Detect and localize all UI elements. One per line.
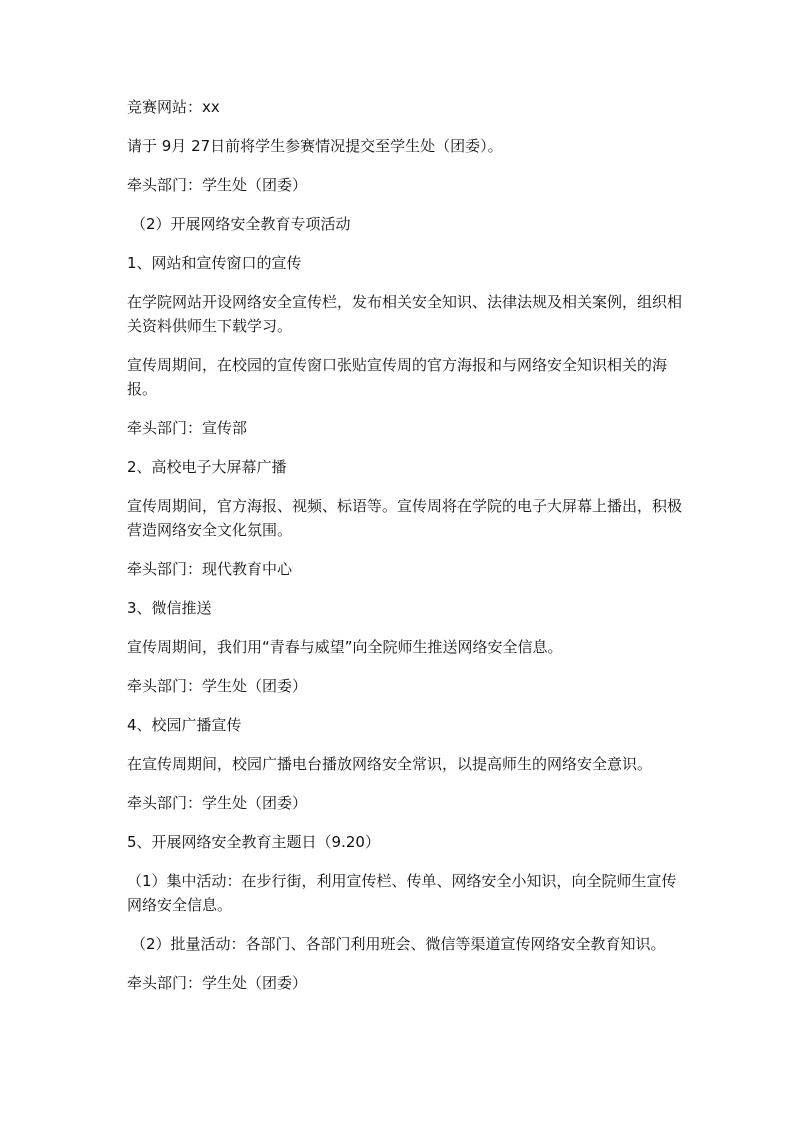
lead-department-line: 牵头部门：学生处（团委） bbox=[127, 677, 308, 695]
document-page bbox=[127, 95, 689, 1010]
submission-deadline-line: 请于 9月 27日前将学生参赛情况提交至学生处（团委）。 bbox=[127, 137, 503, 155]
body-paragraph: 宣传周期间，我们用“青春与威望”向全院师生推送网络安全信息。 bbox=[127, 638, 563, 656]
lead-department-line: 牵头部门：学生处（团委） bbox=[127, 794, 308, 812]
lead-department-line: 牵头部门：宣传部 bbox=[127, 419, 248, 437]
section-heading: （2）开展网络安全教育专项活动 bbox=[131, 215, 351, 233]
lead-department-line: 牵头部门：学生处（团委） bbox=[127, 974, 308, 992]
body-paragraph: 宣传周期间，在校园的宣传窗口张贴宣传周的官方海报和与网络安全知识相关的海报。 bbox=[127, 356, 668, 398]
lead-department-line: 牵头部门：现代教育中心 bbox=[127, 560, 293, 578]
lead-department-line: 牵头部门：学生处（团委） bbox=[127, 176, 308, 194]
body-paragraph: 在学院网站开设网络安全宣传栏，发布相关安全知识、法律法规及相关案例，组织相关资料供师生下载学习。 bbox=[127, 293, 683, 335]
body-paragraph: （2）批量活动：各部门、各部门利用班会、微信等渠道宣传网络安全教育知识。 bbox=[131, 935, 666, 953]
subsection-heading: 4、校园广播宣传 bbox=[127, 716, 242, 734]
subsection-heading: 1、网站和宣传窗口的宣传 bbox=[127, 254, 302, 272]
subsection-heading: 2、高校电子大屏幕广播 bbox=[127, 458, 287, 476]
subsection-heading: 3、微信推送 bbox=[127, 599, 212, 617]
body-paragraph: （1）集中活动：在步行街，利用宣传栏、传单、网络安全小知识，向全院师生宣传网络安全信息。 bbox=[127, 872, 677, 914]
body-paragraph: 宣传周期间，官方海报、视频、标语等。宣传周将在学院的电子大屏幕上播出，积极营造网络安全文化氛围。 bbox=[127, 497, 683, 539]
body-paragraph: 在宣传周期间，校园广播电台播放网络安全常识，以提高师生的网络安全意识。 bbox=[127, 755, 653, 773]
contest-website-line: 竞赛网站：xx bbox=[127, 98, 220, 116]
subsection-heading: 5、开展网络安全教育主题日（9.20） bbox=[127, 833, 380, 851]
